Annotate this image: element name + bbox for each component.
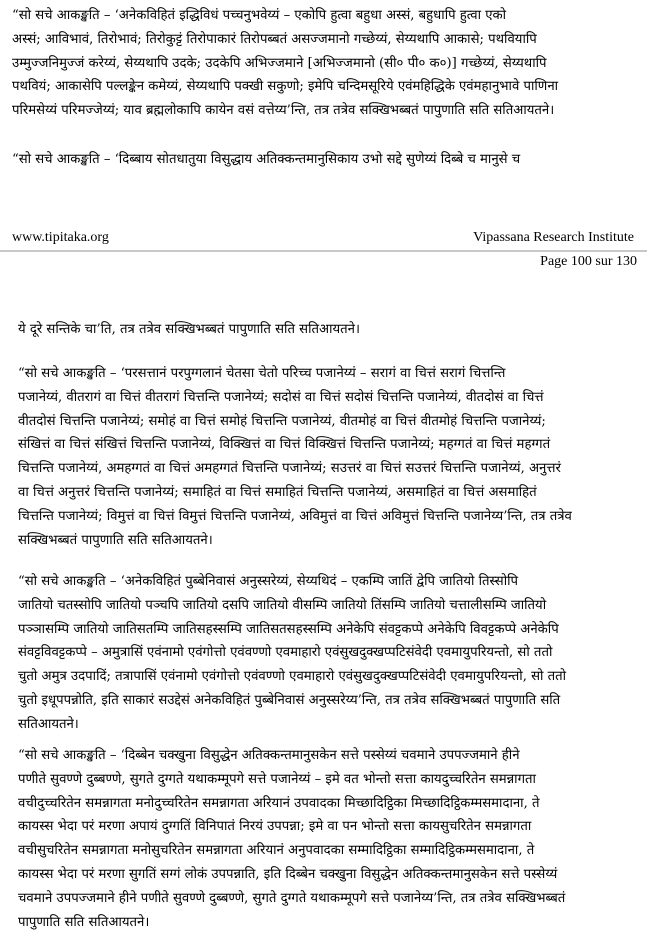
- paragraph-cetopariya: [18, 362, 634, 552]
- text-line: ये दूरे सन्तिके चा’ति, तत्र तत्रेव सक्खिभब्बतं पापुणाति सति सतिआयतने।: [18, 322, 360, 337]
- footer-site: www.tipitaka.org: [12, 230, 109, 245]
- text-line: “सो सचे आकङ्खति – ‘परसत्तानं परपुग्गलानं चेतसा चेतो परिच्च पजानेय्यं – सरागं वा चित्तं सरागं चित्तन्ति: [18, 366, 506, 381]
- text-line: चवमाने उपपज्जमाने हीने पणीते सुवण्णे दुब्बण्णे, सुगते दुग्गते यथाकम्मूपगे सत्ते पजानेय्य’न्ति, तत्र तत्रेव सक्खिभब्बतं: [18, 890, 566, 906]
- text-line: पञ्ञासम्पि जातियो जातिसतम्पि जातिसहस्सम्पि जातिसतसहस्सम्पि अनेकेपि संवट्टकप्पे अनेकेपि विवट्टकप्पे अनेकेपि: [18, 621, 559, 637]
- text-line: कायस्स भेदा परं मरणा सुगतिं सग्गं लोकं उपपन्नाति, इति दिब्बेन चक्खुना विसुद्धेन अतिक्कन्तमानुसकेन सत्ते पस्सेय्यं: [18, 866, 558, 882]
- text-line: चित्तन्ति पजानेय्यं, अमहग्गतं वा चित्तं अमहग्गतं चित्तन्ति पजानेय्यं; सउत्तरं वा चित्तं सउत्तरं चित्तन्ति पजानेय्यं, अनुत्तरं: [18, 461, 561, 477]
- text-line: “सो सचे आकङ्खति – ‘अनेकविहितं इद्धिविधं पच्चनुभवेय्यं – एकोपि हुत्वा बहुधा अस्सं, बहुधापि हुत्वा एको: [12, 8, 507, 23]
- text-line: कायस्स भेदा परं मरणा अपायं दुग्गतिं विनिपातं निरयं उपपन्ना; इमे वा पन भोन्तो सत्ता कायसुचरितेन समन्नागता: [18, 819, 532, 835]
- paragraph-pubbenivasa: [18, 570, 634, 737]
- text-line: अस्सं; आविभावं, तिरोभावं; तिरोकुट्टं तिरोपाकारं तिरोपब्बतं असज्जमानो गच्छेय्यं, सेय्यथापि आकासे; पथवियापि: [12, 31, 537, 47]
- text-line: जातियो चतस्सोपि जातियो पञ्चपि जातियो दसपि जातियो वीसम्पि जातियो तिंसम्पि जातियो चत्तालीसम्पि जातियो: [18, 597, 547, 613]
- footer-organization: Vipassana Research Institute: [473, 230, 634, 245]
- paragraph-dibbasota: [12, 148, 634, 172]
- text-line: चुतो इधूपपन्नोति, इति साकारं सउद्देसं अनेकविहितं पुब्बेनिवासं अनुस्सरेय्य’न्ति, तत्र तत्रेव सक्खिभब्बतं पापुणाति सति: [18, 692, 561, 708]
- text-line: वचीदुच्चरितेन समन्नागता मनोदुच्चरितेन समन्नागता अरियानं उपवादका मिच्छादिट्ठिका मिच्छादिट्ठिकम्मसमादाना, ते: [18, 795, 540, 811]
- text-line: वचीसुचरितेन समन्नागता मनोसुचरितेन समन्नागता अरियानं अनुपवादका सम्मादिट्ठिका सम्मादिट्ठिकम्मसमादाना, ते: [18, 843, 535, 859]
- text-line: चुतो अमुत्र उदपादिं; तत्रापासिं एवंनामो एवंगोत्तो एवंवण्णो एवमाहारो एवंसुखदुक्खप्पटिसंवेदी एवमायुपरियन्तो, सो ततो: [18, 669, 567, 685]
- text-line: वीतदोसं चित्तन्ति पजानेय्यं; समोहं वा चित्तं समोहं चित्तन्ति पजानेय्यं, वीतमोहं वा चित्तं वीतमोहं चित्तन्ति पजानेय्यं;: [18, 413, 546, 429]
- text-line: “सो सचे आकङ्खति – ‘दिब्बेन चक्खुना विसुद्धेन अतिक्कन्तमानुसकेन सत्ते पस्सेय्यं चवमाने उपपज्जमाने हीने: [18, 748, 520, 763]
- page-number: Page 100 sur 130: [540, 254, 637, 269]
- text-line: चित्तन्ति पजानेय्यं; विमुत्तं वा चित्तं विमुत्तं चित्तन्ति पजानेय्यं, अविमुत्तं वा चित्तं अविमुत्तं चित्तन्ति पजानेय्य’न्ति, तत्र तत्रेव: [18, 508, 572, 524]
- text-line: पथवियं; आकासेपि पल्लङ्केन कमेय्यं, सेय्यथापि पक्खी सकुणो; इमेपि चन्दिमसूरिये एवंमहिद्धिके एवंमहानुभावे पाणिना: [12, 79, 559, 95]
- text-line: सतिआयतने।: [18, 716, 79, 732]
- page-break-divider: [0, 250, 647, 252]
- text-line: सक्खिभब्बतं पापुणाति सति सतिआयतने।: [18, 532, 213, 548]
- text-line: पणीते सुवण्णे दुब्बण्णे, सुगते दुग्गते यथाकम्मूपगे सत्ते पजानेय्यं – इमे वत भोन्तो सत्ता कायदुच्चरितेन समन्नागता: [18, 771, 536, 787]
- text-line: परिमसेय्यं परिमज्जेय्यं; याव ब्रह्मलोकापि कायेन वसं वत्तेय्य’न्ति, तत्र तत्रेव सक्खिभब्बतं पापुणाति सति सतिआयतने।: [12, 103, 555, 119]
- text-line: संखित्तं वा चित्तं संखित्तं चित्तन्ति पजानेय्यं, विक्खित्तं वा चित्तं विक्खित्तं चित्तन्ति पजानेय्यं; महग्गतं वा चित्तं महग्गतं: [18, 437, 551, 453]
- paragraph-iddhividha: [12, 4, 634, 123]
- paragraph-continuation: [18, 318, 634, 342]
- text-line: पजानेय्यं, वीतरागं वा चित्तं वीतरागं चित्तन्ति पजानेय्यं; सदोसं वा चित्तं सदोसं चित्तन्ति पजानेय्यं, वीतदोसं वा चित्तं: [18, 389, 544, 405]
- text-line: “सो सचे आकङ्खति – ‘दिब्बाय सोतधातुया विसुद्धाय अतिक्कन्तमानुसिकाय उभो सद्दे सुणेय्यं दिब्बे च मानुसे च: [12, 152, 521, 167]
- text-line: संवट्टविवट्टकप्पे – अमुत्रासिं एवंनामो एवंगोत्तो एवंवण्णो एवमाहारो एवंसुखदुक्खप्पटिसंवेदी एवमायुपरियन्तो, सो ततो: [18, 645, 553, 661]
- text-line: पापुणाति सति सतिआयतने।: [18, 914, 150, 930]
- text-line: उम्मुज्जनिमुज्जं करेय्यं, सेय्यथापि उदके; उदकेपि अभिज्जमाने [अभिज्जमानो (सी० पी० क०)] गच्छेय्यं, सेय्यथापि: [12, 55, 547, 71]
- paragraph-dibbacakkhu: [18, 744, 634, 934]
- text-line: वा चित्तं अनुत्तरं चित्तन्ति पजानेय्यं; समाहितं वा चित्तं समाहितं चित्तन्ति पजानेय्यं, असमाहितं वा चित्तं असमाहितं: [18, 484, 537, 500]
- text-line: “सो सचे आकङ्खति – ‘अनेकविहितं पुब्बेनिवासं अनुस्सरेय्यं, सेय्यथिदं – एकम्पि जातिं द्वेपि जातियो तिस्सोपि: [18, 574, 519, 589]
